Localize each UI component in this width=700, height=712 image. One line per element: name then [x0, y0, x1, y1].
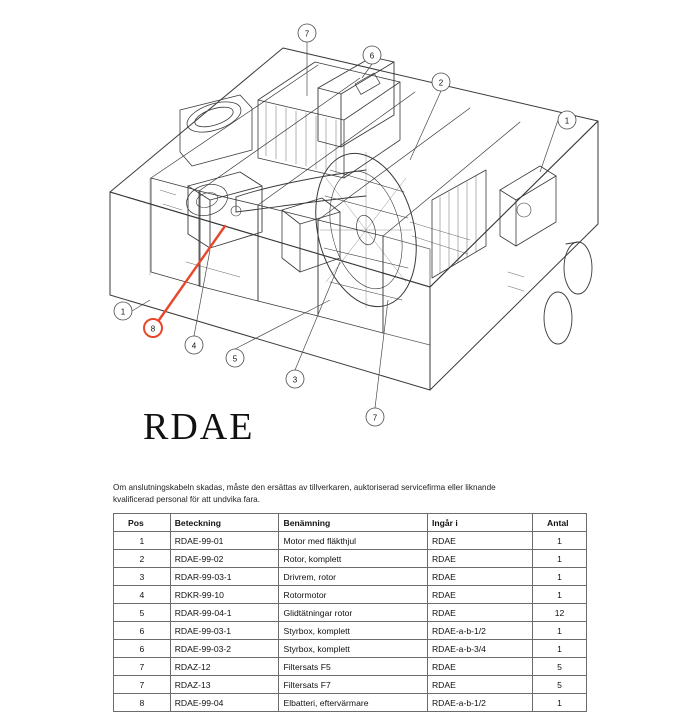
- cell-antal: 1: [533, 568, 587, 586]
- table-row: [114, 586, 587, 604]
- cell-beteckning: RDAE-99-03-1: [170, 622, 279, 640]
- cell-antal: 1: [533, 640, 587, 658]
- cell-ingar-i: RDAE-a-b-3/4: [427, 640, 532, 658]
- table-row: [114, 604, 587, 622]
- table-row: [114, 622, 587, 640]
- cabinet-top-panels: [150, 65, 520, 275]
- cell-ingar-i: RDAE-a-b-1/2: [427, 694, 532, 712]
- callout-label: 5: [232, 354, 238, 364]
- cell-pos: 1: [114, 532, 171, 550]
- cell-pos: 4: [114, 586, 171, 604]
- callout-7-top: [298, 24, 316, 42]
- filter-cassette-top: [258, 62, 400, 178]
- cell-ingar-i: RDAE: [427, 604, 532, 622]
- callout-8-left: [151, 325, 156, 334]
- cell-benamning: Rotor, komplett: [279, 550, 427, 568]
- header-antal: Antal: [533, 514, 587, 532]
- callout-label: 6: [369, 51, 375, 61]
- callout-label: 4: [191, 341, 197, 351]
- cabinet-outline: [110, 48, 598, 390]
- cell-antal: 12: [533, 604, 587, 622]
- cell-antal: 1: [533, 532, 587, 550]
- cell-pos: 8: [114, 694, 171, 712]
- callout-1-right: [558, 111, 576, 129]
- cell-benamning: Filtersats F5: [279, 658, 427, 676]
- callout-label: 7: [304, 29, 310, 39]
- cell-beteckning: RDAZ-12: [170, 658, 279, 676]
- cell-pos: 7: [114, 658, 171, 676]
- header-benamning: Benämning: [279, 514, 427, 532]
- cell-pos: 7: [114, 676, 171, 694]
- cell-beteckning: RDAE-99-03-2: [170, 640, 279, 658]
- cell-pos: 6: [114, 640, 171, 658]
- header-ingar-i: Ingår i: [427, 514, 532, 532]
- cell-beteckning: RDAE-99-02: [170, 550, 279, 568]
- table-row: [114, 550, 587, 568]
- cell-benamning: Styrbox, komplett: [279, 640, 427, 658]
- cell-beteckning: RDAE-99-04: [170, 694, 279, 712]
- cell-ingar-i: RDAE: [427, 550, 532, 568]
- callout-label: 1: [120, 307, 126, 317]
- safety-note: Om anslutningskabeln skadas, måste den ersättas av tillverkaren, auktoriserad servicefirma eller liknande kvalificerad personal för att undvika fara.: [113, 483, 496, 504]
- cell-antal: 5: [533, 658, 587, 676]
- cell-pos: 2: [114, 550, 171, 568]
- duct-collars: [544, 242, 592, 344]
- cell-ingar-i: RDAE: [427, 532, 532, 550]
- header-pos: Pos: [114, 514, 171, 532]
- cell-beteckning: RDKR-99-10: [170, 586, 279, 604]
- cell-benamning: Filtersats F7: [279, 676, 427, 694]
- cell-beteckning: RDAR-99-04-1: [170, 604, 279, 622]
- cell-benamning: Drivrem, rotor: [279, 568, 427, 586]
- callout-label: 3: [292, 375, 298, 385]
- callout-1-left: [114, 302, 132, 320]
- callout-group: [114, 24, 576, 426]
- cell-benamning: Rotormotor: [279, 586, 427, 604]
- fan-housing: [282, 198, 340, 272]
- callout-label: 8: [150, 324, 156, 334]
- table-row: [114, 640, 587, 658]
- table-row: [114, 568, 587, 586]
- table-row: [114, 676, 587, 694]
- filter-cassette-left: [180, 95, 252, 166]
- cell-antal: 1: [533, 622, 587, 640]
- cell-beteckning: RDAZ-13: [170, 676, 279, 694]
- highlight-pointer: [159, 226, 225, 320]
- callout-label: 1: [564, 116, 570, 126]
- filter-cassette-right: [432, 170, 486, 278]
- cell-pos: 6: [114, 622, 171, 640]
- callout-7-bottom: [366, 408, 384, 426]
- control-box: [318, 57, 394, 147]
- table-row: [114, 658, 587, 676]
- cell-pos: 3: [114, 568, 171, 586]
- cell-benamning: Styrbox, komplett: [279, 622, 427, 640]
- cell-beteckning: RDAR-99-03-1: [170, 568, 279, 586]
- cell-antal: 1: [533, 694, 587, 712]
- cell-benamning: Elbatteri, eftervärmare: [279, 694, 427, 712]
- header-beteckning: Beteckning: [170, 514, 279, 532]
- callout-label: 2: [438, 78, 444, 88]
- cell-ingar-i: RDAE: [427, 658, 532, 676]
- fan-motor-right: [500, 166, 556, 246]
- cell-antal: 5: [533, 676, 587, 694]
- table-header-row: [114, 514, 587, 532]
- cell-benamning: Motor med fläkthjul: [279, 532, 427, 550]
- cell-antal: 1: [533, 586, 587, 604]
- callout-5: [226, 349, 244, 367]
- model-title: RDAE: [143, 406, 255, 448]
- callout-3: [286, 370, 304, 388]
- cell-pos: 5: [114, 604, 171, 622]
- cell-benamning: Glidtätningar rotor: [279, 604, 427, 622]
- cell-ingar-i: RDAE-a-b-1/2: [427, 622, 532, 640]
- callout-label: 7: [372, 413, 378, 423]
- callout-4: [185, 336, 203, 354]
- cell-antal: 1: [533, 550, 587, 568]
- cell-ingar-i: RDAE: [427, 568, 532, 586]
- table-row: [114, 694, 587, 712]
- table-row: [114, 532, 587, 550]
- callout-6-top: [363, 46, 381, 64]
- cell-ingar-i: RDAE: [427, 586, 532, 604]
- parts-table: [113, 513, 587, 712]
- cell-beteckning: RDAE-99-01: [170, 532, 279, 550]
- callout-2-top: [432, 73, 450, 91]
- cell-ingar-i: RDAE: [427, 676, 532, 694]
